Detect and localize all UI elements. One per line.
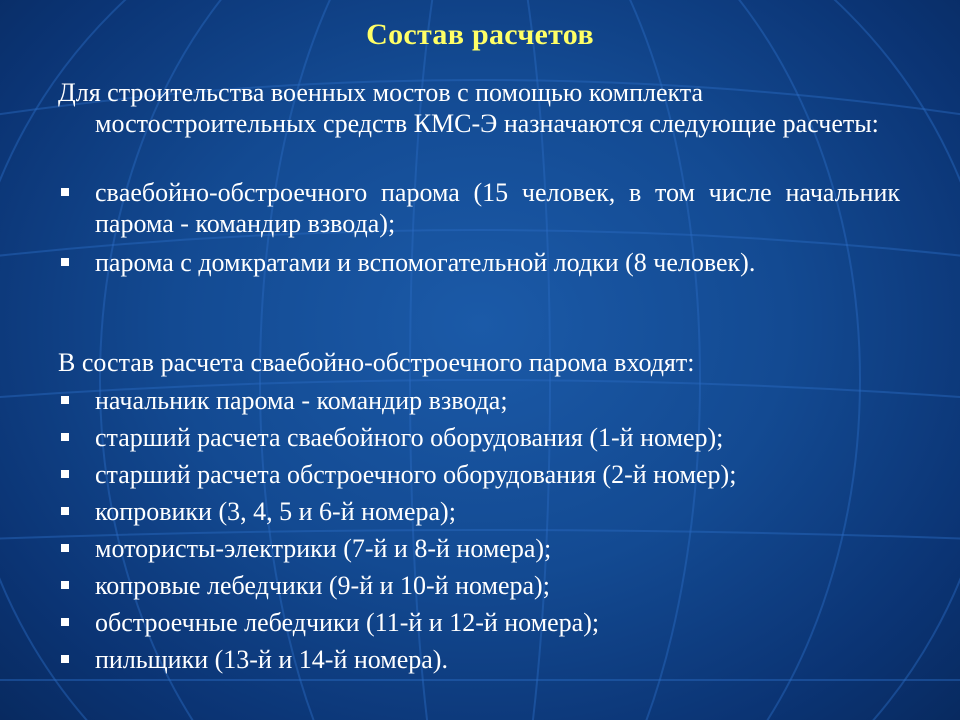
list-item [58,247,900,278]
square-bullet-icon [61,433,69,441]
list-item-text: обстроечные лебедчики (11-й и 12-й номера); [95,608,600,637]
list-item [58,570,900,601]
list-item-text: копровики (3, 4, 5 и 6-й номера); [95,497,456,526]
square-bullet-icon [61,188,69,196]
intro-first-line: Для строительства военных мостов с помощью комплекта [58,78,704,107]
list-item [58,496,900,527]
square-bullet-icon [61,618,69,626]
list-item [58,533,900,564]
intro-continuation: мостостроительных средств КМС-Э назначаются следующие расчеты: [95,109,879,138]
list-item-text: копровые лебедчики (9-й и 10-й номера); [95,571,550,600]
calc-list [58,177,900,286]
list-item-text: парома с домкратами и вспомогательной лодки (8 человек). [95,248,756,277]
list-item-text: свaебойно-обстроечного парома (15 человек, в том числе начальник парома - командир взвода); [95,178,900,238]
intro-paragraph [58,77,900,139]
list-item-text: мотористы-электрики (7-й и 8-й номера); [95,534,552,563]
list-item [58,177,900,239]
list-item [58,385,900,416]
members-list [58,385,900,681]
square-bullet-icon [61,655,69,663]
composition-heading: В состав расчета сваебойно-обстроечного парома входят: [58,348,695,377]
list-item [58,644,900,675]
list-item [58,422,900,453]
slide-title: Состав расчетов [366,18,594,51]
square-bullet-icon [61,396,69,404]
square-bullet-icon [61,258,69,266]
square-bullet-icon [61,470,69,478]
square-bullet-icon [61,581,69,589]
list-item-text: пильщики (13-й и 14-й номера). [95,645,448,674]
list-item-text: старший расчета обстроечного оборудования (2-й номер); [95,460,737,489]
list-item [58,459,900,490]
list-item-text: старший расчета сваебойного оборудования (1-й номер); [95,423,724,452]
square-bullet-icon [61,544,69,552]
square-bullet-icon [61,507,69,515]
list-item [58,607,900,638]
list-item-text: начальник парома - командир взвода; [95,386,508,415]
